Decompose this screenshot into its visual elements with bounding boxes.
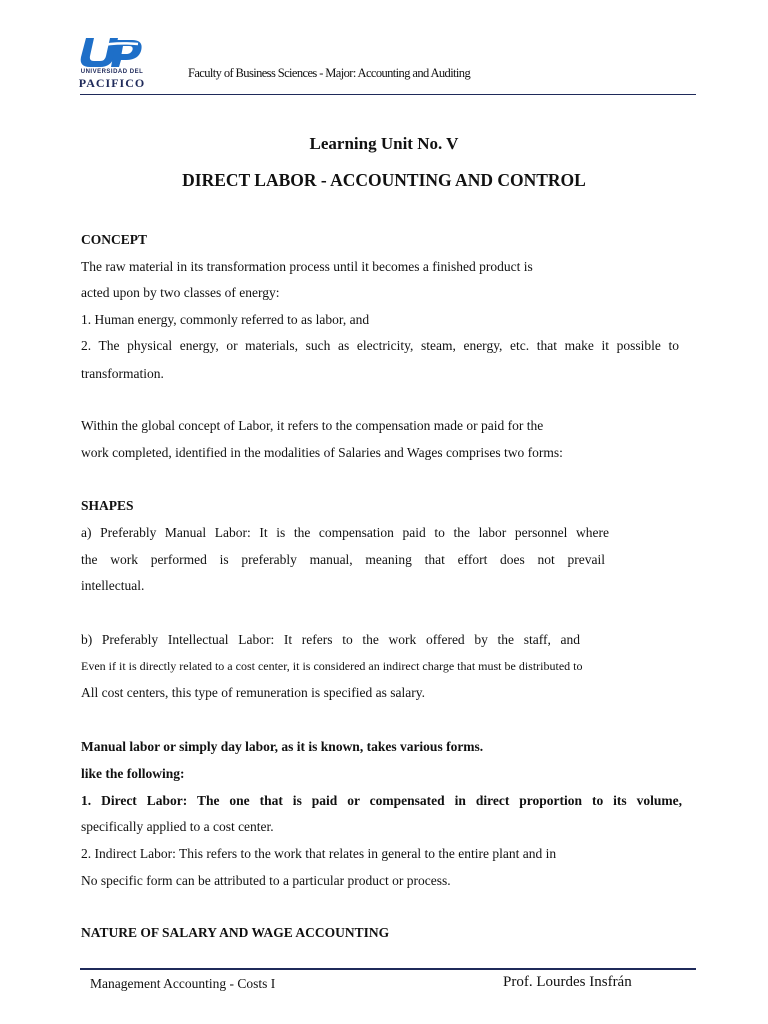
concept-list-item: 2. The physical energy, or materials, such as electricity, steam, energy, etc. that make it possible to [81, 338, 679, 353]
indirect-labor-line: No specific form can be attributed to a particular product or process. [81, 873, 451, 888]
shape-b-line: All cost centers, this type of remuneration is specified as salary. [81, 685, 426, 700]
university-logo [70, 36, 150, 92]
topic-title: DIRECT LABOR - ACCOUNTING AND CONTROL [182, 170, 586, 190]
shape-b-line: b) Preferably Intellectual Labor: It refers to the work offered by the staff, and [81, 632, 580, 647]
up-logo-mark-icon [76, 36, 146, 68]
footer-divider [80, 968, 696, 970]
footer-course: Management Accounting - Costs I [90, 976, 276, 991]
shapes-heading: SHAPES [81, 498, 134, 513]
shape-a-line: the work performed is preferably manual, meaning that effort does not prevail [81, 552, 605, 567]
global-concept-line: Within the global concept of Labor, it refers to the compensation made or paid for the [81, 418, 544, 433]
logo-university-label: UNIVERSIDAD DEL [80, 69, 144, 75]
concept-paragraph-line: The raw material in its transformation process until it becomes a finished product is [81, 259, 533, 274]
unit-title: Learning Unit No. V [309, 134, 459, 153]
shape-b-line: Even if it is directly related to a cost center, it is considered an indirect charge that must be distributed to [81, 659, 583, 673]
nature-heading: NATURE OF SALARY AND WAGE ACCOUNTING [81, 925, 390, 940]
direct-labor-line: specifically applied to a cost center. [81, 819, 274, 834]
footer-professor: Prof. Lourdes Insfrán [503, 974, 632, 990]
manual-labor-line: like the following: [81, 766, 185, 781]
direct-labor-line: 1. Direct Labor: The one that is paid or compensated in direct proportion to its volume, [81, 793, 682, 808]
manual-labor-line: Manual labor or simply day labor, as it is known, takes various forms. [81, 739, 484, 754]
global-concept-line: work completed, identified in the modalities of Salaries and Wages comprises two forms: [81, 445, 563, 460]
concept-paragraph-line: acted upon by two classes of energy: [81, 285, 280, 300]
shape-a-line: a) Preferably Manual Labor: It is the compensation paid to the labor personnel where [81, 525, 609, 540]
shape-a-line: intellectual. [81, 578, 145, 593]
faculty-header: Faculty of Business Sciences - Major: Accounting and Auditing [188, 66, 471, 80]
concept-list-item: 1. Human energy, commonly referred to as labor, and [81, 312, 370, 327]
logo-pacifico-label: PACIFICO [78, 76, 146, 90]
header-divider [80, 94, 696, 95]
concept-list-item-continued: transformation. [81, 366, 164, 381]
indirect-labor-line: 2. Indirect Labor: This refers to the work that relates in general to the entire plant and in [81, 846, 557, 861]
concept-heading: CONCEPT [81, 232, 148, 247]
